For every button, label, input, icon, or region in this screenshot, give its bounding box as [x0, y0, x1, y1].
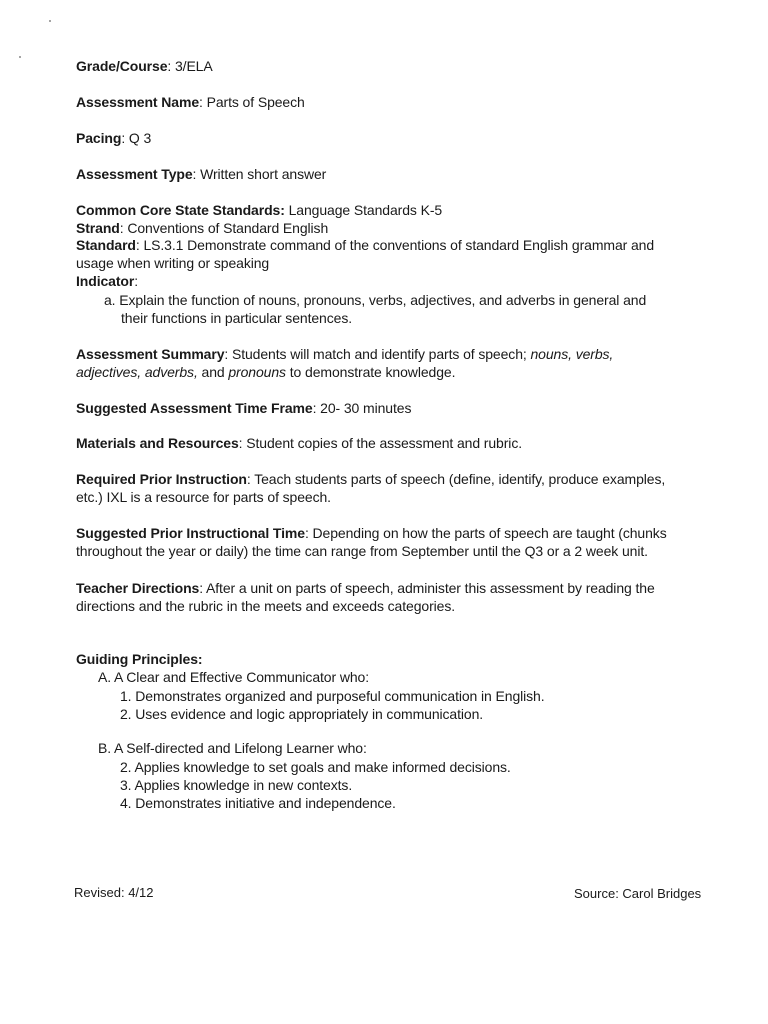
assessment-type-line [76, 165, 738, 183]
assessment-type-value: : Written short answer [192, 166, 327, 182]
assessment-name-line [76, 93, 738, 111]
materials-value: : Student copies of the assessment and rubric. [238, 435, 523, 451]
teacher-directions-value-2: directions and the rubric in the meets and exceeds categories. [76, 598, 456, 614]
assessment-name-value: : Parts of Speech [199, 94, 305, 110]
source-credit: Source: Carol Bridges [574, 886, 702, 901]
guiding-b-item: 2. Applies knowledge to set goals and make informed decisions. [120, 759, 511, 775]
time-frame-label: Suggested Assessment Time Frame [76, 400, 313, 416]
strand-value: : Conventions of Standard English [119, 220, 329, 236]
guiding-b-item: 3. Applies knowledge in new contexts. [120, 777, 353, 793]
guiding-principles-heading: Guiding Principles: [76, 651, 203, 667]
grade-course-label: Grade/Course [76, 58, 168, 74]
time-frame-value: : 20- 30 minutes [312, 400, 412, 416]
materials-label: Materials and Resources [76, 435, 239, 451]
prior-time-line-2 [76, 542, 738, 560]
teacher-directions-label: Teacher Directions [76, 580, 200, 596]
strand-label: Strand [76, 220, 120, 236]
indicator-a-line-2 [121, 309, 738, 327]
indicator-colon: : [134, 273, 139, 289]
ccss-value: Language Standards K-5 [284, 202, 443, 218]
guiding-a-item: 2. Uses evidence and logic appropriately in communication. [120, 706, 484, 722]
summary-adj-adv: adjectives, adverbs, [76, 364, 198, 380]
assessment-name-label: Assessment Name [76, 94, 200, 110]
prior-time-value-1: : Depending on how the parts of speech are taught (chunks [304, 525, 667, 541]
summary-nouns-verbs: nouns, verbs, [530, 346, 614, 362]
scan-speck [19, 56, 21, 58]
teacher-directions-value-1: : After a unit on parts of speech, administer this assessment by reading the [199, 580, 655, 596]
indicator-label: Indicator [76, 273, 135, 289]
teacher-directions-line [76, 579, 738, 597]
prior-instruction-label: Required Prior Instruction [76, 471, 247, 487]
assessment-type-label: Assessment Type [76, 166, 193, 182]
prior-time-label: Suggested Prior Instructional Time [76, 525, 305, 541]
prior-time-value-2: throughout the year or daily) the time can range from September until the Q3 or a 2 week unit. [76, 543, 648, 559]
prior-time-line [76, 524, 738, 542]
guiding-b-item: 4. Demonstrates initiative and independence. [120, 795, 396, 811]
indicator-a-text-1: a. Explain the function of nouns, pronouns, verbs, adjectives, and adverbs in general and [104, 292, 647, 308]
guiding-b-heading: B. A Self-directed and Lifelong Learner who: [98, 740, 367, 756]
grade-course-line [76, 57, 738, 75]
summary-line-2 [76, 363, 738, 381]
prior-instruction-line [76, 470, 738, 488]
summary-pronouns: pronouns [228, 364, 286, 380]
teacher-directions-line-2 [76, 597, 738, 615]
grade-course-value: : 3/ELA [167, 58, 213, 74]
pacing-value: : Q 3 [121, 130, 152, 146]
prior-instruction-value-1: : Teach students parts of speech (define, identify, produce examples, [246, 471, 666, 487]
summary-text-end: to demonstrate knowledge. [285, 364, 456, 380]
strand-line [76, 219, 738, 237]
standard-value-2: usage when writing or speaking [76, 255, 270, 271]
ccss-line [76, 201, 738, 219]
ccss-label: Common Core State Standards: [76, 202, 285, 218]
pacing-line [76, 129, 738, 147]
materials-line [76, 434, 738, 452]
indicator-a-line [104, 291, 738, 309]
standard-line [76, 236, 738, 254]
guiding-a-item: 1. Demonstrates organized and purposeful communication in English. [120, 688, 545, 704]
summary-label: Assessment Summary [76, 346, 225, 362]
prior-instruction-value-2: etc.) IXL is a resource for parts of speech. [76, 489, 331, 505]
guiding-a-heading: A. A Clear and Effective Communicator who: [98, 669, 370, 685]
summary-text-1: : Students will match and identify parts of speech; [224, 346, 531, 362]
indicator-line [76, 272, 738, 290]
pacing-label: Pacing [76, 130, 122, 146]
revised-date: Revised: 4/12 [74, 885, 154, 900]
standard-label: Standard [76, 237, 136, 253]
prior-instruction-line-2 [76, 488, 738, 506]
summary-and: and [197, 364, 229, 380]
indicator-a-text-2: their functions in particular sentences. [121, 310, 353, 326]
standard-line-2 [76, 254, 738, 272]
time-frame-line [76, 399, 738, 417]
summary-line [76, 345, 738, 363]
standard-value-1: : LS.3.1 Demonstrate command of the conventions of standard English grammar and [135, 237, 655, 253]
scan-speck [49, 20, 51, 22]
